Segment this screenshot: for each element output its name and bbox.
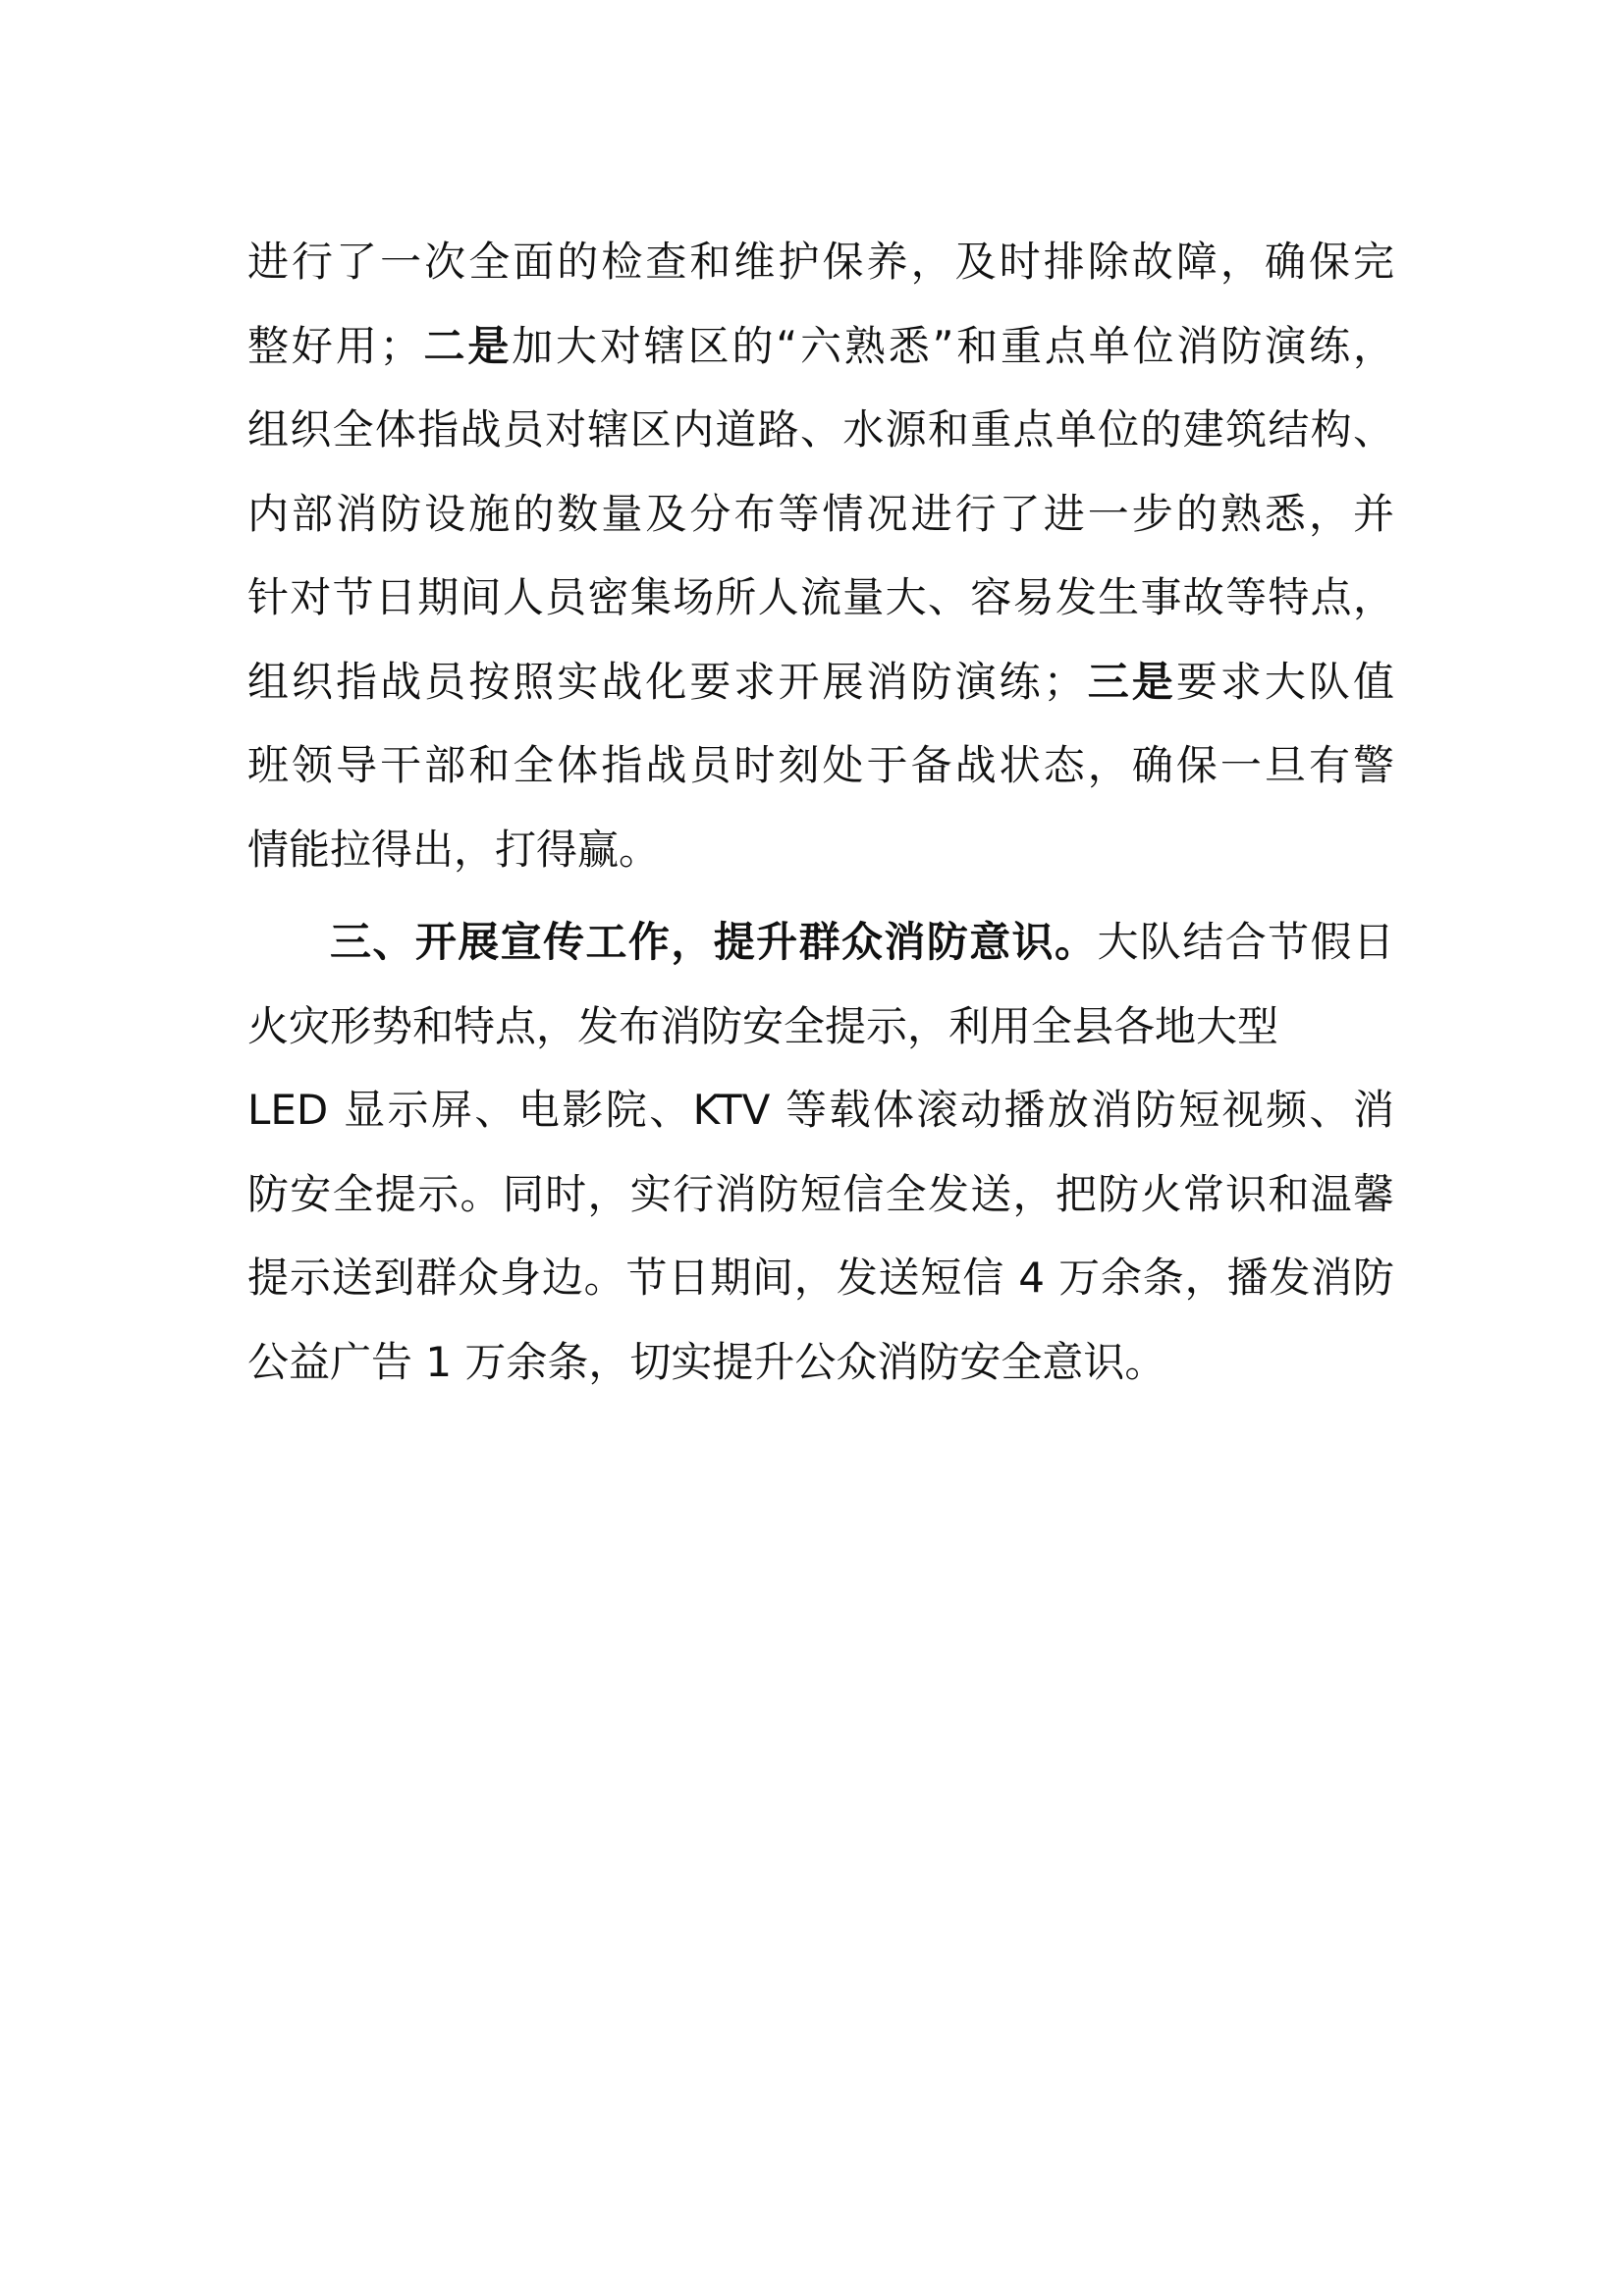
paragraph-drills <box>247 220 1394 891</box>
text-line <box>247 1320 1394 1405</box>
text-segment: 组织全体指战员对辖区内道路、水源和重点单位的建筑结构、 <box>247 405 1394 454</box>
text-line <box>247 304 1394 389</box>
text-line <box>247 388 1394 472</box>
text-segment: 公益广告 1 万余条，切实提升公众消防安全意识。 <box>247 1337 1166 1386</box>
section-heading: 三、开展宣传工作，提升群众消防意识。 <box>330 918 1098 966</box>
text-line <box>247 640 1394 724</box>
text-line <box>247 985 1394 1069</box>
text-segment: 情能拉得出，打得赢。 <box>247 825 661 874</box>
text-line <box>247 808 1394 892</box>
text-segment: 内部消防设施的数量及分布等情况进行了进一步的熟悉，并 <box>247 489 1394 538</box>
paragraph-publicity <box>247 900 1394 1404</box>
text-segment: 要求大队值 <box>1175 657 1394 706</box>
document-body <box>247 220 1394 1413</box>
text-segment: 防安全提示。同时，实行消防短信全发送，把防火常识和温馨 <box>247 1169 1394 1218</box>
text-segment: 组织指战员按照实战化要求开展消防演练； <box>247 657 1085 706</box>
bold-marker-third: 三是 <box>1084 657 1176 706</box>
text-line <box>247 1068 1394 1152</box>
text-segment: 加大对辖区的“六熟悉”和重点单位消防演练， <box>512 321 1394 370</box>
text-segment: 针对节日期间人员密集场所人流量大、容易发生事故等特点， <box>247 573 1394 621</box>
text-line <box>247 1152 1394 1237</box>
text-segment: LED 显示屏、电影院、KTV 等载体滚动播放消防短视频、消 <box>247 1086 1394 1134</box>
text-line <box>247 900 1394 985</box>
bold-marker-second: 二是 <box>420 321 513 370</box>
text-line <box>247 556 1394 640</box>
text-line <box>247 723 1394 808</box>
text-segment: 整好用； <box>247 321 421 370</box>
text-segment: 进行了一次全面的检查和维护保养，及时排除故障，确保完 <box>247 238 1394 286</box>
text-line <box>247 472 1394 557</box>
text-segment: 火灾形势和特点，发布消防安全提示，利用全县各地大型 <box>247 1001 1279 1050</box>
text-segment: 班领导干部和全体指战员时刻处于备战状态，确保一旦有警 <box>247 741 1394 789</box>
text-line <box>247 1236 1394 1320</box>
text-segment: 提示送到群众身边。节日期间，发送短信 4 万余条，播发消防 <box>247 1254 1394 1302</box>
text-segment: 大队结合节假日 <box>1097 918 1394 966</box>
text-line <box>247 220 1394 304</box>
